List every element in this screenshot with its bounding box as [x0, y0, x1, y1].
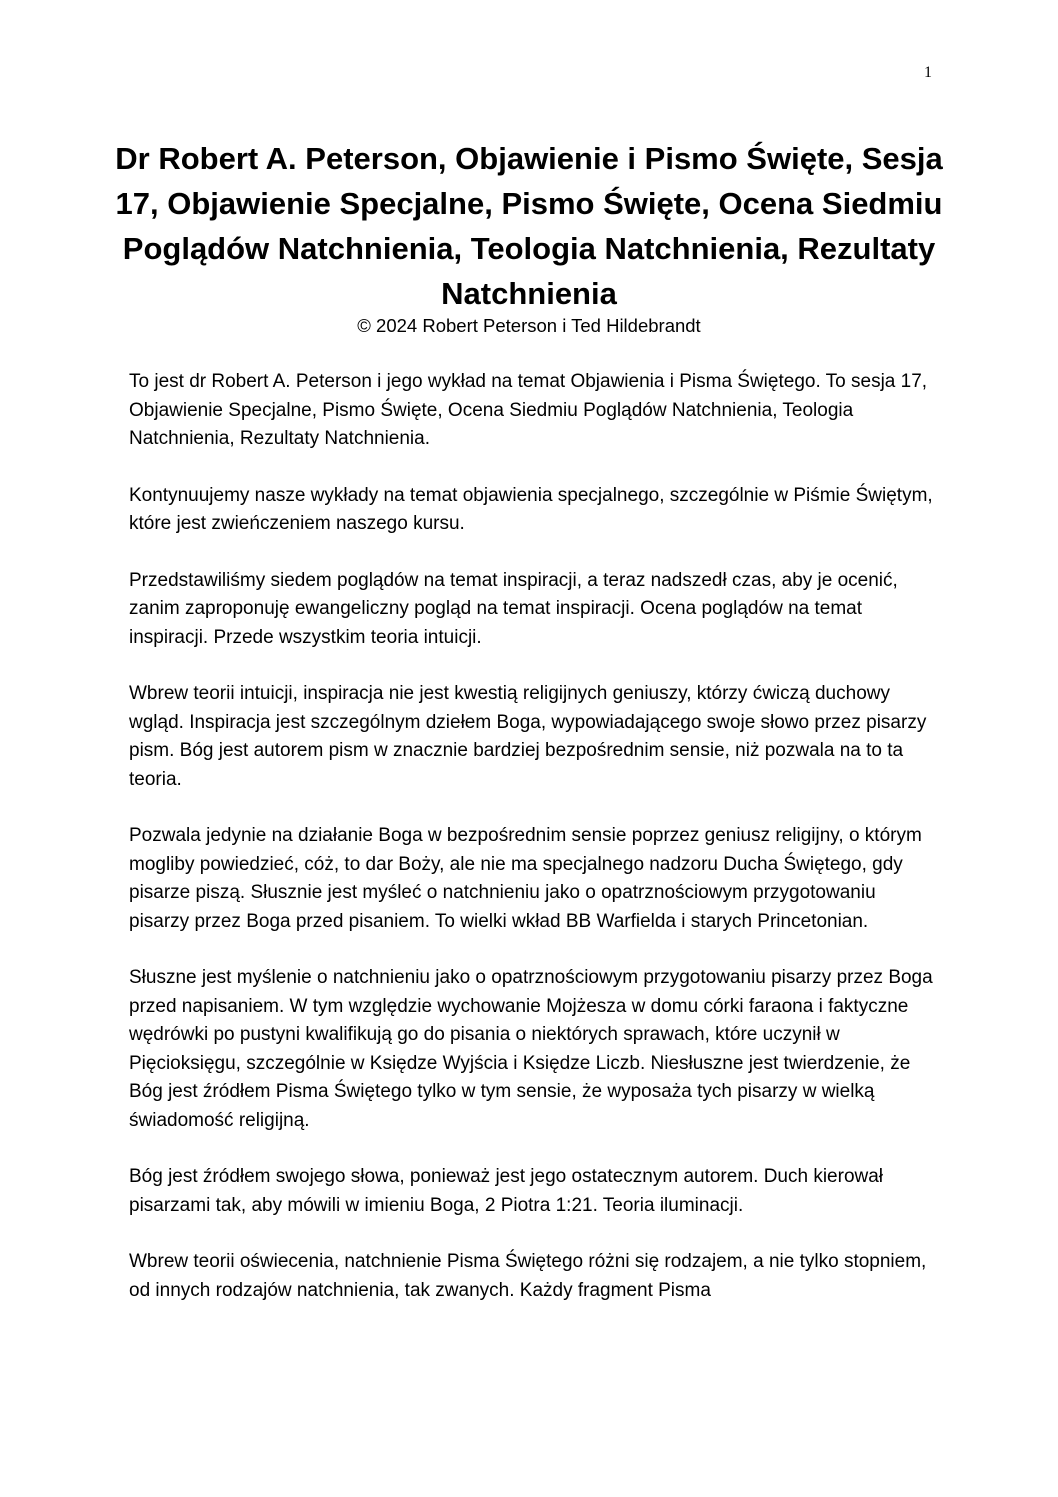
paragraph: Wbrew teorii intuicji, inspiracja nie jest kwestią religijnych geniuszy, którzy ćwiczą duchowy wgląd. Inspiracja jest szczególnym dziełem Boga, wypowiadającego swoje słowo przez pisarzy pism. Bóg jest autorem pism w znacznie bardziej bezpośrednim sensie, niż pozwala na to ta teoria. — [129, 683, 927, 790]
page-number: 1 — [924, 64, 932, 81]
paragraph: Wbrew teorii oświecenia, natchnienie Pisma Świętego różni się rodzajem, a nie tylko stopniem, od innych rodzajów natchnienia, tak zwanych. Każdy fragment Pisma — [129, 1251, 927, 1301]
copyright-line: © 2024 Robert Peterson i Ted Hildebrandt — [357, 315, 701, 336]
paragraph: Kontynuujemy nasze wykłady na temat objawienia specjalnego, szczególnie w Piśmie Świętym, które jest zwieńczeniem naszego kursu. — [129, 484, 933, 534]
document-title: Dr Robert A. Peterson, Objawienie i Pismo Święte, Sesja 17, Objawienie Specjalne, Pismo Święte, Ocena Siedmiu Poglądów Natchnienia, Teologia Natchnienia, Rezultaty Natchnienia — [115, 141, 943, 311]
paragraph: Przedstawiliśmy siedem poglądów na temat inspiracji, a teraz nadszedł czas, aby je ocenić, zanim zaproponuję ewangeliczny pogląd na temat inspiracji. Ocena poglądów na temat inspiracji. Przede wszystkim teoria intuicji. — [129, 569, 898, 648]
paragraph: Pozwala jedynie na działanie Boga w bezpośrednim sensie poprzez geniusz religijny, o którym mogliby powiedzieć, cóż, to dar Boży, ale nie ma specjalnego nadzoru Ducha Świętego, gdy pisarze piszą. Słusznie jest myśleć o natchnieniu jako o opatrznościowym przygotowaniu pisarzy przez Boga przed pisaniem. To wielki wkład BB Warfielda i starych Princetonian. — [129, 825, 922, 932]
document-body — [129, 368, 934, 1333]
paragraph: To jest dr Robert A. Peterson i jego wykład na temat Objawienia i Pisma Świętego. To sesja 17, Objawienie Specjalne, Pismo Święte, Ocena Siedmiu Poglądów Natchnienia, Teologia Natchnienia, Rezultaty Natchnienia. — [129, 371, 928, 449]
paragraph: Bóg jest źródłem swojego słowa, ponieważ jest jego ostatecznym autorem. Duch kierował pisarzami tak, aby mówili w imieniu Boga, 2 Piotra 1:21. Teoria iluminacji. — [129, 1166, 884, 1216]
paragraph: Słuszne jest myślenie o natchnieniu jako o opatrznościowym przygotowaniu pisarzy przez Boga przed napisaniem. W tym względzie wychowanie Mojżesza w domu córki faraona i faktyczne wędrówki po pustyni kwalifikują go do pisania o niektórych sprawach, które uczynił w Pięcioksięgu, szczególnie w Księdze Wyjścia i Księdze Liczb. Niesłuszne jest twierdzenie, że Bóg jest źródłem Pisma Świętego tylko w tym sensie, że wyposaża tych pisarzy w wielką świadomość religijną. — [129, 967, 933, 1131]
